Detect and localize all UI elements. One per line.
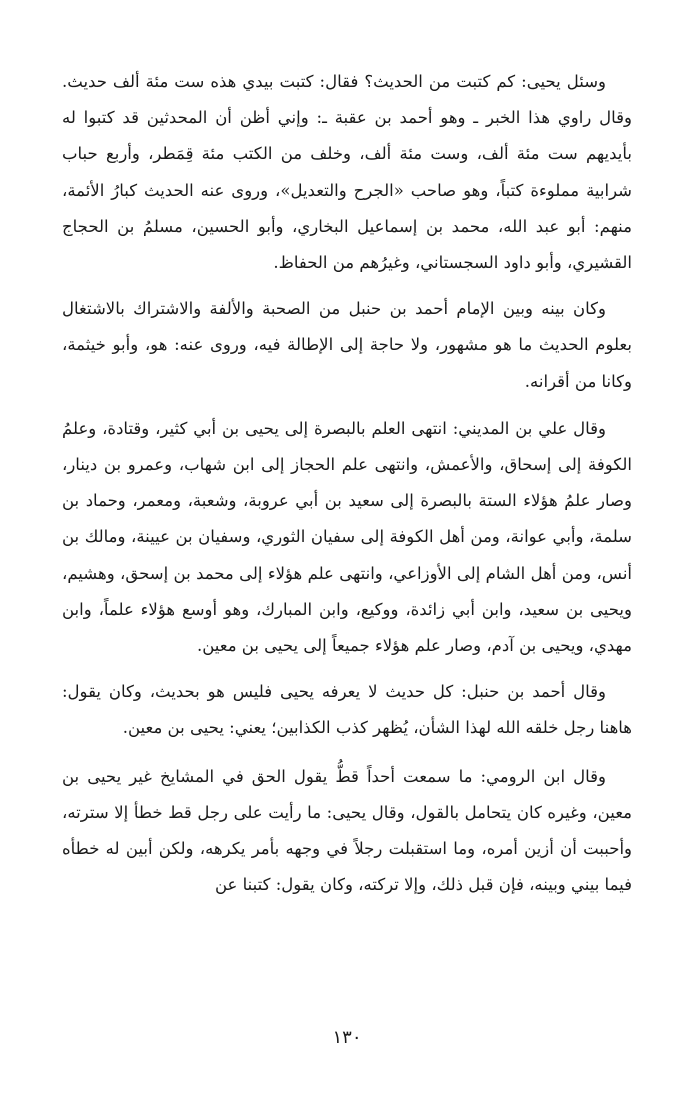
- paragraph-3: وقال علي بن المديني: انتهى العلم بالبصرة إلى يحيى بن أبي كثير، وقتادة، وعلمُ الكوفة إلى إسحاق، والأعمش، وانتهى علم الحجاز إلى ابن شهاب، وعمرو بن دينار، وصار علمُ هؤلاء الستة بالبصرة إلى سعيد بن أبي عروبة، وشعبة، ومعمر، وحماد بن سلمة، وأبي عوانة، ومن أهل الكوفة إلى سفيان الثوري، وسفيان بن عيينة، ومالك بن أنس، ومن أهل الشام إلى الأوزاعي، وانتهى علم هؤلاء إلى محمد بن إسحق، وهشيم، ويحيى بن سعيد، وابن أبي زائدة، ووكيع، وابن المبارك، وهو أوسع هؤلاء علماً، وابن مهدي، ويحيى بن آدم، وصار علم هؤلاء جميعاً إلى يحيى بن معين.: [62, 418, 632, 656]
- paragraph-5: وقال ابن الرومي: ما سمعت أحداً قطُّ يقول الحق في المشايخ غير يحيى بن معين، وغيره كان يتحامل بالقول، وقال يحيى: ما رأيت على رجل قط خطأ إلا سترته، وأحببت أن أزين أمره، وما استقبلت رجلاً في وجهه بأمر يكرهه، ولكن أبين له خطأه فيما بيني وبينه، فإن قبل ذلك، وإلا تركته، وكان يقول: كتبنا عن: [62, 766, 632, 895]
- paragraph-4: وقال أحمد بن حنبل: كل حديث لا يعرفه يحيى فليس هو بحديث، وكان يقول: هاهنا رجل خلقه الله لهذا الشأن، يُظهر كذب الكذابين؛ يعني: يحيى بن معين.: [62, 682, 632, 738]
- page-number: ١٣٠: [332, 1027, 362, 1048]
- page-body: [62, 64, 632, 903]
- paragraph-2: وكان بينه وبين الإمام أحمد بن حنبل من الصحبة والألفة والاشتراك بالاشتغال بعلوم الحديث ما هو مشهور، ولا حاجة إلى الإطالة فيه، وروى عنه: هو، وأبو خيثمة، وكانا من أقرانه.: [62, 299, 632, 391]
- paragraph-1: وسئل يحيى: كم كتبت من الحديث؟ فقال: كتبت بيدي هذه ست مئة ألف حديث. وقال راوي هذا الخبر ـ وهو أحمد بن عقبة ـ: وإني أظن أن المحدثين قد كتبوا له بأيديهم ست مئة ألف، وست مئة ألف، وخلف من الكتب مئة قِمَطر، وأربع حباب شرابية مملوءة كتباً، وهو صاحب «الجرح والتعديل»، وروى عنه الحديث كبارُ الأئمة، منهم: أبو عبد الله، محمد بن إسماعيل البخاري، وأبو الحسين، مسلمُ بن الحجاج القشيري، وأبو داود السجستاني، وغيرُهم من الحفاظ.: [62, 72, 632, 273]
